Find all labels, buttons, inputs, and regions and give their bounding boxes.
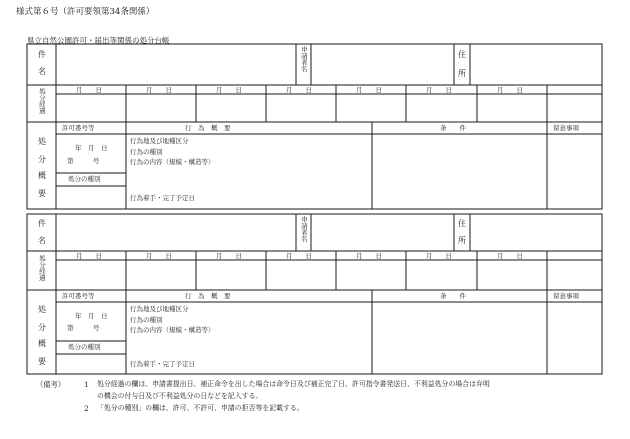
- permit-number-header: 許可番号等: [62, 124, 95, 132]
- month-day-label: 月 日: [497, 85, 523, 94]
- month-day-label: 月 日: [286, 251, 312, 260]
- ledger-subtitle: 県立自然公園許可・届出等関係の処分台帳: [27, 36, 170, 45]
- activity-type-label: 行為の種別: [130, 148, 163, 156]
- note-1-number: 1: [84, 380, 89, 389]
- year-month-day-label: 年 月 日: [75, 144, 108, 152]
- note-1-line-2: の機会の付与日及び不利益処分の日などを記入する。: [97, 392, 263, 400]
- case-name-label-2: 名: [38, 67, 46, 76]
- case-name-label-2: 名: [38, 236, 46, 245]
- disposal-progress-label: 処分経過: [37, 88, 46, 114]
- month-day-label: 月 日: [497, 251, 523, 260]
- note-2-number: 2: [84, 404, 89, 413]
- activity-location-label: 行為地及び地種区分: [130, 305, 189, 313]
- disposal-summary-char: 分: [38, 323, 46, 332]
- address-label-2: 所: [458, 69, 466, 78]
- disposal-summary-char: 分: [38, 155, 46, 164]
- form-title: 様式第６号（許可要領第34条関係）: [16, 7, 155, 17]
- conditions-header: 条 件: [440, 124, 466, 132]
- block1-border: [27, 44, 602, 209]
- remarks-header: 留意事項: [553, 124, 579, 132]
- disposal-type-label: 処分の種別: [68, 343, 101, 351]
- month-day-label: 月 日: [426, 251, 452, 260]
- activity-type-label: 行為の種別: [130, 316, 163, 324]
- disposal-summary-char: 要: [38, 357, 46, 366]
- month-day-label: 月 日: [146, 85, 172, 94]
- address-label-2: 所: [458, 236, 466, 245]
- disposal-summary-char: 概: [38, 339, 46, 348]
- month-day-label: 月 日: [356, 85, 382, 94]
- month-day-label: 月 日: [76, 85, 102, 94]
- year-month-day-label: 年 月 日: [75, 312, 108, 320]
- note-2-line-1: 「処分の種別」の欄は、許可、不許可、申請の拒否等を記載する。: [97, 404, 304, 412]
- month-day-label: 月 日: [426, 85, 452, 94]
- month-day-label: 月 日: [216, 85, 242, 94]
- case-name-label-1: 件: [38, 50, 46, 59]
- applicant-name-label: 申請者名: [299, 216, 308, 242]
- month-day-label: 月 日: [216, 251, 242, 260]
- applicant-name-label: 申請者名: [299, 46, 308, 72]
- activity-summary-header: 行 為 概 要: [185, 292, 231, 300]
- activity-content-label: 行為の内容（規模・構造等）: [130, 326, 215, 334]
- disposal-summary-char: 処: [38, 137, 46, 146]
- disposal-summary-char: 要: [38, 189, 46, 198]
- address-label-1: 住: [458, 50, 466, 59]
- month-day-label: 月 日: [356, 251, 382, 260]
- activity-summary-header: 行 為 概 要: [185, 124, 231, 132]
- notes-label: （備考）: [36, 380, 66, 389]
- activity-content-label: 行為の内容（規模・構造等）: [130, 158, 215, 166]
- number-label: 第 号: [67, 157, 100, 165]
- block2-border: [27, 214, 602, 374]
- disposal-progress-label: 処分経過: [37, 255, 46, 281]
- month-day-label: 月 日: [76, 251, 102, 260]
- disposal-type-label: 処分の種別: [68, 175, 101, 183]
- disposal-summary-char: 処: [38, 305, 46, 314]
- activity-schedule-label: 行為着手・完了予定日: [130, 360, 195, 368]
- month-day-label: 月 日: [286, 85, 312, 94]
- case-name-label-1: 件: [38, 219, 46, 228]
- address-label-1: 住: [458, 219, 466, 228]
- month-day-label: 月 日: [146, 251, 172, 260]
- disposal-summary-char: 概: [38, 171, 46, 180]
- activity-schedule-label: 行為着手・完了予定日: [130, 194, 195, 202]
- number-label: 第 号: [67, 324, 100, 332]
- remarks-header: 留意事項: [553, 292, 579, 300]
- activity-location-label: 行為地及び地種区分: [130, 137, 189, 145]
- note-1-line-1: 処分経過の欄は、申請書提出日、補正命令を出した場合は命令日及び補正完了日、許可指令書発送日、不利益処分の場合は弁明: [97, 380, 490, 388]
- permit-number-header: 許可番号等: [62, 292, 95, 300]
- conditions-header: 条 件: [440, 292, 466, 300]
